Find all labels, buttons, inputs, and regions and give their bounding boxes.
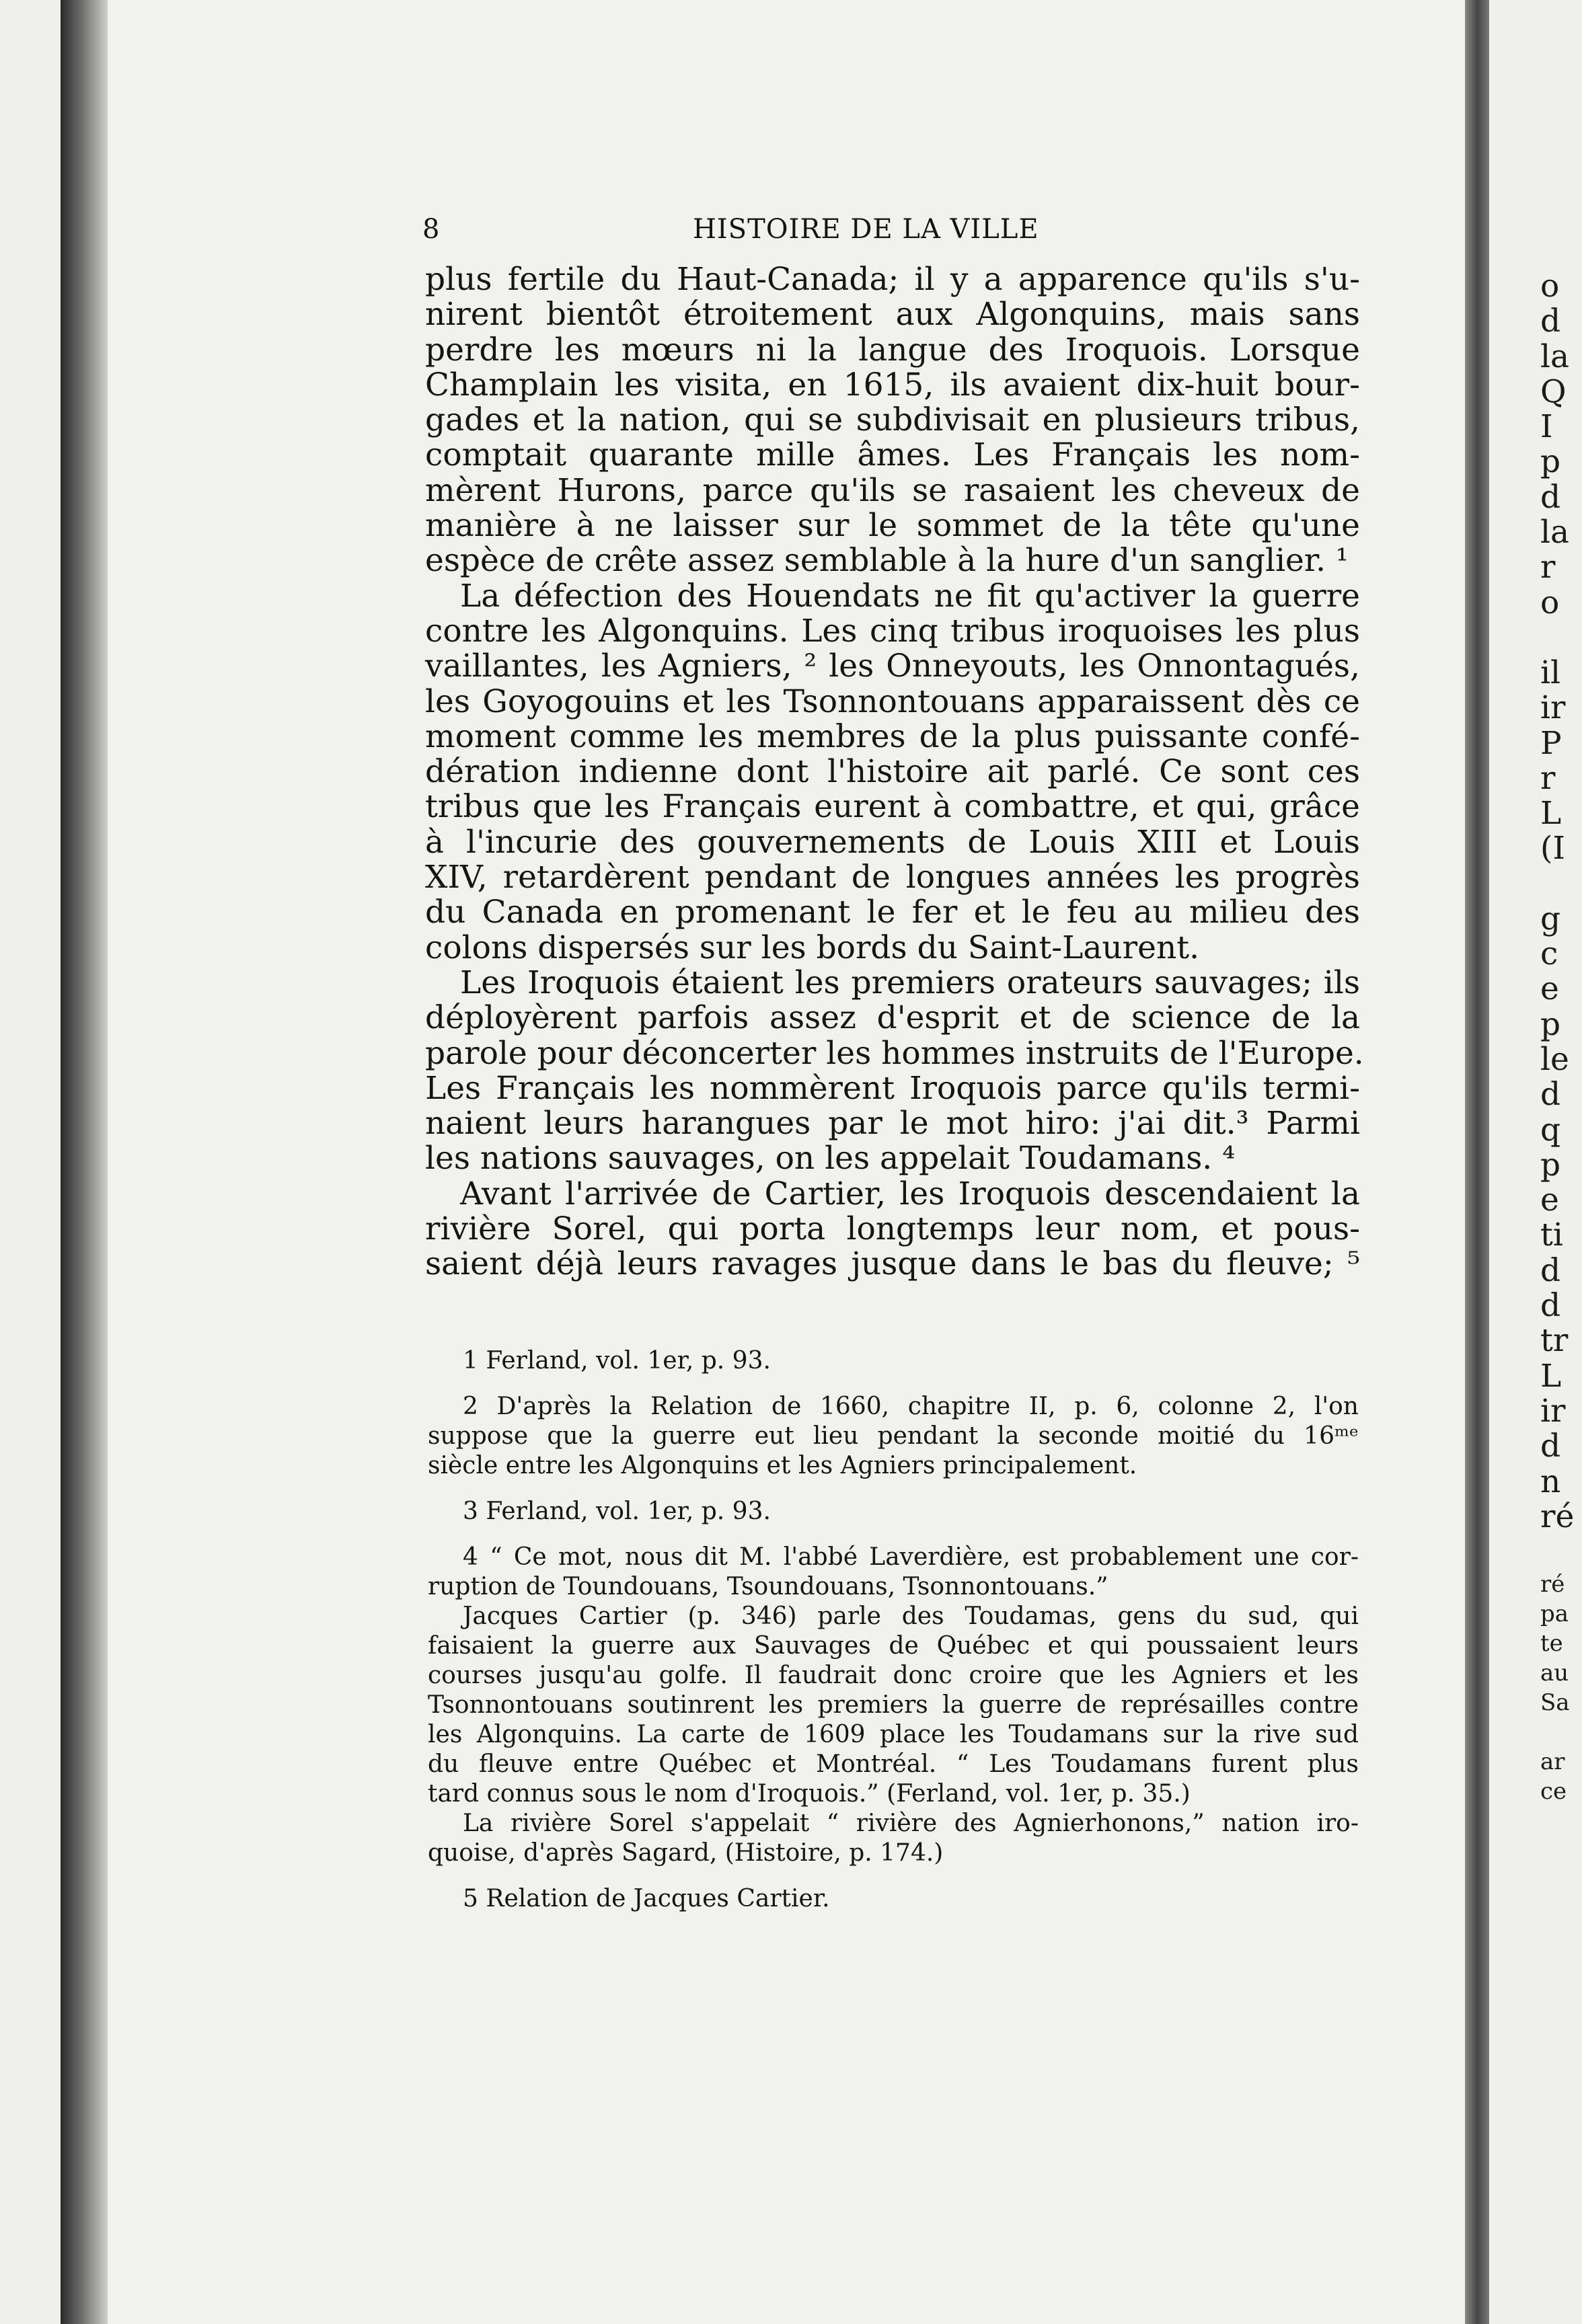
- footnote-line: Jacques Cartier (p. 346) parle des Toudamas, gens du sud, qui: [463, 1602, 1359, 1630]
- footnote-1: [428, 1346, 1359, 1376]
- facing-text: r: [1540, 759, 1556, 797]
- facing-text: q: [1540, 1111, 1561, 1149]
- text-line: Les Français les nommèrent Iroquois parce qu'ils termi-: [425, 1069, 1360, 1107]
- footnote-3: [428, 1497, 1359, 1526]
- text-line: Avant l'arrivée de Cartier, les Iroquois descendaient la: [460, 1175, 1360, 1212]
- text-line: colons dispersés sur les bords du Saint-Laurent.: [425, 929, 1200, 966]
- facing-text: (I: [1540, 830, 1565, 867]
- facing-text: o: [1540, 584, 1560, 621]
- facing-text: r: [1540, 549, 1556, 586]
- text-line: espèce de crête assez semblable à la hure d'un sanglier. ¹: [425, 542, 1349, 580]
- footnote-line: les Algonquins. La carte de 1609 place les Toudamans sur la rive sud: [428, 1721, 1359, 1748]
- text-line: La défection des Houendats ne fit qu'activer la guerre: [460, 577, 1360, 615]
- scan-binding-shadow: [61, 0, 108, 2324]
- footnote-line: La rivière Sorel s'appelait “ rivière des Agnierhonons,” nation iro-: [463, 1810, 1359, 1837]
- facing-text: te: [1540, 1630, 1563, 1658]
- footnotes: [428, 1346, 1359, 1914]
- facing-text: il: [1540, 654, 1561, 691]
- facing-text: o: [1540, 268, 1560, 305]
- page-number: 8: [422, 214, 441, 245]
- facing-text: ir: [1540, 1392, 1566, 1430]
- facing-text: e: [1540, 1182, 1559, 1219]
- facing-text: c: [1540, 935, 1558, 973]
- text-line: moment comme les membres de la plus puissante confé-: [425, 718, 1360, 755]
- text-line: comptait quarante mille âmes. Les Français les nom-: [425, 436, 1360, 474]
- text-line: les nations sauvages, on les appelait Toudamans. ⁴: [425, 1140, 1236, 1177]
- facing-text: g: [1540, 900, 1561, 937]
- footnote-line: suppose que la guerre eut lieu pendant la seconde moitié du 16ᵐᵉ: [428, 1422, 1359, 1450]
- facing-text: la: [1540, 514, 1570, 551]
- text-line: déployèrent parfois assez d'esprit et de science de la: [425, 999, 1360, 1037]
- facing-text: ré: [1540, 1571, 1565, 1598]
- facing-text: p: [1540, 443, 1561, 481]
- facing-text: le: [1540, 1040, 1569, 1078]
- facing-text: d: [1540, 1287, 1561, 1325]
- facing-text: d: [1540, 303, 1561, 340]
- facing-text: ir: [1540, 689, 1566, 727]
- facing-text: d: [1540, 1076, 1561, 1114]
- footnote-line: 3 Ferland, vol. 1er, p. 93.: [463, 1498, 771, 1525]
- footnote-line: ruption de Toundouans, Tsoundouans, Tsonnontouans.”: [428, 1573, 1108, 1600]
- paragraph: [425, 1177, 1360, 1282]
- text-line: à l'incurie des gouvernements de Louis XIII et Louis: [425, 823, 1360, 861]
- text-line: du Canada en promenant le fer et le feu au milieu des: [425, 894, 1360, 931]
- text-line: naient leurs harangues par le mot hiro: j'ai dit.³ Parmi: [425, 1105, 1360, 1142]
- facing-text: n: [1540, 1463, 1561, 1500]
- footnote-5: [428, 1884, 1359, 1914]
- facing-text: L: [1540, 795, 1562, 832]
- text-line: nirent bientôt étroitement aux Algonquins, mais sans: [425, 296, 1360, 334]
- facing-text: e: [1540, 970, 1559, 1008]
- footnote-line: courses jusqu'au golfe. Il faudrait donc croire que les Agniers et les: [428, 1662, 1359, 1689]
- facing-text: p: [1540, 1005, 1561, 1043]
- text-line: parole pour déconcerter les hommes instruits de l'Europe.: [425, 1034, 1364, 1072]
- paragraph: [425, 579, 1360, 966]
- facing-text: P: [1540, 724, 1562, 762]
- text-line: rivière Sorel, qui porta longtemps leur nom, et pous-: [425, 1210, 1360, 1248]
- text-line: mèrent Hurons, parce qu'ils se rasaient les cheveux de: [425, 471, 1360, 509]
- facing-text: au: [1540, 1660, 1569, 1687]
- text-line: saient déjà leurs ravages jusque dans le bas du fleuve; ⁵: [425, 1245, 1360, 1283]
- facing-text: ré: [1540, 1498, 1575, 1535]
- footnote-2: [428, 1392, 1359, 1481]
- text-line: les Goyogouins et les Tsonnontouans apparaissent dès ce: [425, 683, 1360, 720]
- paragraph: [425, 262, 1360, 579]
- running-title: HISTOIRE DE LA VILLE: [693, 214, 1039, 245]
- footnote-line: faisaient la guerre aux Sauvages de Québec et qui poussaient leurs: [428, 1632, 1359, 1660]
- facing-text: [1540, 1717, 1582, 1747]
- text-line: contre les Algonquins. Les cinq tribus iroquoises les plus: [425, 612, 1360, 650]
- body-text: [425, 261, 1364, 1283]
- facing-page-fragment: [1540, 269, 1582, 1806]
- footnote-line: 1 Ferland, vol. 1er, p. 93.: [463, 1347, 771, 1374]
- text-line: gades et la nation, qui se subdivisait en plusieurs tribus,: [425, 401, 1360, 439]
- text-line: perdre les mœurs ni la langue des Iroquois. Lorsque: [425, 331, 1360, 369]
- facing-text: Sa: [1540, 1689, 1570, 1717]
- footnote-line: Tsonnontouans soutinrent les premiers la guerre de représailles contre: [428, 1691, 1359, 1719]
- scan-gutter-shadow: [1465, 0, 1489, 2324]
- facing-text: L: [1540, 1357, 1562, 1395]
- facing-text: pa: [1540, 1600, 1569, 1628]
- text-line: dération indienne dont l'histoire ait parlé. Ce sont ces: [425, 753, 1360, 791]
- page-header: [422, 214, 1361, 247]
- facing-text: I: [1540, 408, 1553, 446]
- footnote-line: tard connus sous le nom d'Iroquois.” (Ferland, vol. 1er, p. 35.): [428, 1780, 1191, 1808]
- text-line: plus fertile du Haut-Canada; il y a apparence qu'ils s'u-: [425, 261, 1360, 298]
- footnote-line: siècle entre les Algonquins et les Agniers principalement.: [428, 1452, 1137, 1479]
- facing-text: Q: [1540, 373, 1567, 410]
- footnote-line: quoise, d'après Sagard, (Histoire, p. 174.): [428, 1839, 944, 1867]
- facing-text: d: [1540, 1251, 1561, 1289]
- facing-text: d: [1540, 1428, 1561, 1465]
- text-line: Les Iroquois étaient les premiers orateurs sauvages; ils: [460, 964, 1360, 1001]
- paragraph: [425, 964, 1364, 1177]
- facing-text: d: [1540, 478, 1561, 516]
- text-line: XIV, retardèrent pendant de longues années les progrès: [425, 859, 1360, 896]
- footnote-line: du fleuve entre Québec et Montréal. “ Les Toudamans furent plus: [428, 1750, 1359, 1778]
- facing-text: la: [1540, 338, 1570, 375]
- footnote-line: 5 Relation de Jacques Cartier.: [463, 1885, 830, 1912]
- facing-text: ti: [1540, 1216, 1563, 1254]
- facing-text: ce: [1540, 1778, 1567, 1806]
- footnote-4: [428, 1543, 1359, 1868]
- text-line: manière à ne laisser sur le sommet de la tête qu'une: [425, 507, 1360, 545]
- facing-text: tr: [1540, 1322, 1569, 1360]
- text-line: vaillantes, les Agniers, ² les Onneyouts, les Onnontagués,: [425, 648, 1360, 685]
- facing-text: ar: [1540, 1748, 1565, 1776]
- text-line: tribus que les Français eurent à combattre, et qui, grâce: [425, 788, 1360, 826]
- footnote-line: 4 “ Ce mot, nous dit M. l'abbé Laverdière, est probablement une cor-: [463, 1543, 1359, 1571]
- facing-text: p: [1540, 1146, 1561, 1184]
- text-line: Champlain les visita, en 1615, ils avaient dix-huit bour-: [425, 366, 1360, 403]
- footnote-line: 2 D'après la Relation de 1660, chapitre II, p. 6, colonne 2, l'on: [463, 1393, 1359, 1420]
